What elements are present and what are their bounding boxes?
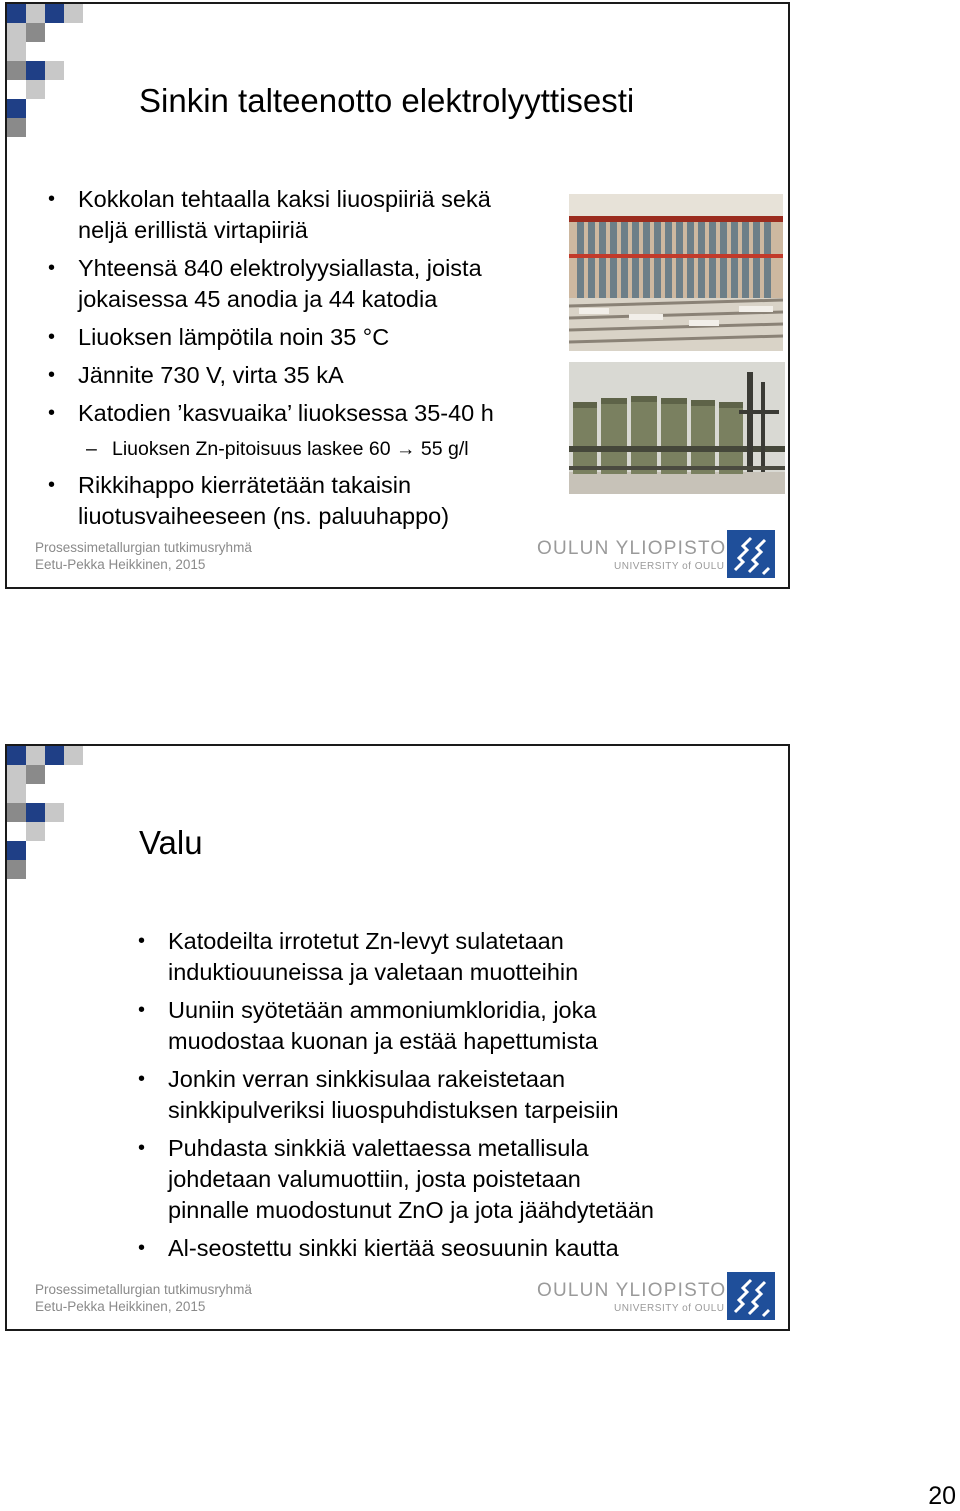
bullet-item <box>168 1133 778 1226</box>
logo-subtitle: UNIVERSITY of OULU <box>614 1303 725 1314</box>
university-emblem-icon <box>727 1272 775 1320</box>
university-logo <box>537 1272 781 1322</box>
sub-bullet-item <box>112 436 568 462</box>
bullet-text-line: • Yhteensä 840 elektrolyysiallasta, joista <box>78 255 482 281</box>
bullet-text-line: • Al-seostettu sinkki kiertää seosuunin kautta <box>168 1235 619 1261</box>
bullet-text-line: liuotusvaiheeseen (ns. paluuhappo) <box>78 503 450 529</box>
bullet-text-line: muodostaa kuonan ja estää hapettumista <box>168 1028 598 1054</box>
bullet-text-line: • Liuoksen lämpötila noin 35 °C <box>78 324 390 350</box>
university-emblem-icon <box>727 530 775 578</box>
bullet-text-line: • Uuniin syötetään ammoniumkloridia, joka <box>168 997 597 1023</box>
slide-1 <box>5 2 790 589</box>
bullet-item <box>78 322 568 353</box>
logo-name: OULUN YLIOPISTO <box>537 1280 727 1301</box>
logo-subtitle: UNIVERSITY of OULU <box>614 561 725 572</box>
bullet-item <box>78 360 568 391</box>
slide-2 <box>5 744 790 1331</box>
footer-author: Eetu-Pekka Heikkinen, 2015 <box>35 1299 206 1314</box>
bullet-list <box>168 926 778 1271</box>
bullet-text-line: • Puhdasta sinkkiä valettaessa metallisula <box>168 1135 589 1161</box>
bullet-text-line: neljä erillistä virtapiiriä <box>78 217 308 243</box>
bullet-item <box>78 184 568 246</box>
bullet-text-line: • Jonkin verran sinkkisulaa rakeistetaan <box>168 1066 566 1092</box>
bullet-text-line: • Kokkolan tehtaalla kaksi liuospiiriä sekä <box>78 186 491 212</box>
bullet-text-line: • Katodeilta irrotetut Zn-levyt sulatetaan <box>168 928 564 954</box>
footer-group: Prosessimetallurgian tutkimusryhmä <box>35 1282 252 1297</box>
slide-title: Valu <box>139 824 203 861</box>
bullet-text-line: • Rikkihappo kierrätetään takaisin <box>78 472 412 498</box>
bullet-text-line: sinkkipulveriksi liuospuhdistuksen tarpeisiin <box>168 1097 619 1123</box>
slide-title: Sinkin talteenotto elektrolyyttisesti <box>139 82 635 119</box>
page-number: 20 <box>928 1482 956 1510</box>
bullet-item <box>78 398 568 429</box>
bullet-list <box>78 184 568 539</box>
bullet-item <box>78 253 568 315</box>
bullet-text-line: johdetaan valumuottiin, josta poistetaan <box>168 1166 581 1192</box>
footer-author: Eetu-Pekka Heikkinen, 2015 <box>35 557 206 572</box>
bullet-text-line: jokaisessa 45 anodia ja 44 katodia <box>78 286 438 312</box>
electrolysis-hall-photo <box>569 194 783 351</box>
bullet-item <box>78 470 568 532</box>
footer <box>35 539 252 573</box>
bullet-item <box>168 926 778 988</box>
university-logo <box>537 530 781 580</box>
bullet-text-line: pinnalle muodostunut ZnO ja jota jäähdytetään <box>168 1197 654 1223</box>
footer <box>35 1281 252 1315</box>
bullet-text-line: • Jännite 730 V, virta 35 kA <box>78 362 344 388</box>
bullet-text-line: induktiouuneissa ja valetaan muotteihin <box>168 959 579 985</box>
bullet-text-line: • Katodien ’kasvuaika’ liuoksessa 35-40 h <box>78 400 494 426</box>
bullet-item <box>168 995 778 1057</box>
bullet-item <box>168 1064 778 1126</box>
footer-group: Prosessimetallurgian tutkimusryhmä <box>35 540 252 555</box>
bullet-text-line: – Liuoksen Zn-pitoisuus laskee 60 → 55 g/l <box>112 438 469 460</box>
logo-name: OULUN YLIOPISTO <box>537 538 727 559</box>
tanks-photo <box>569 362 785 494</box>
bullet-item <box>168 1233 778 1264</box>
